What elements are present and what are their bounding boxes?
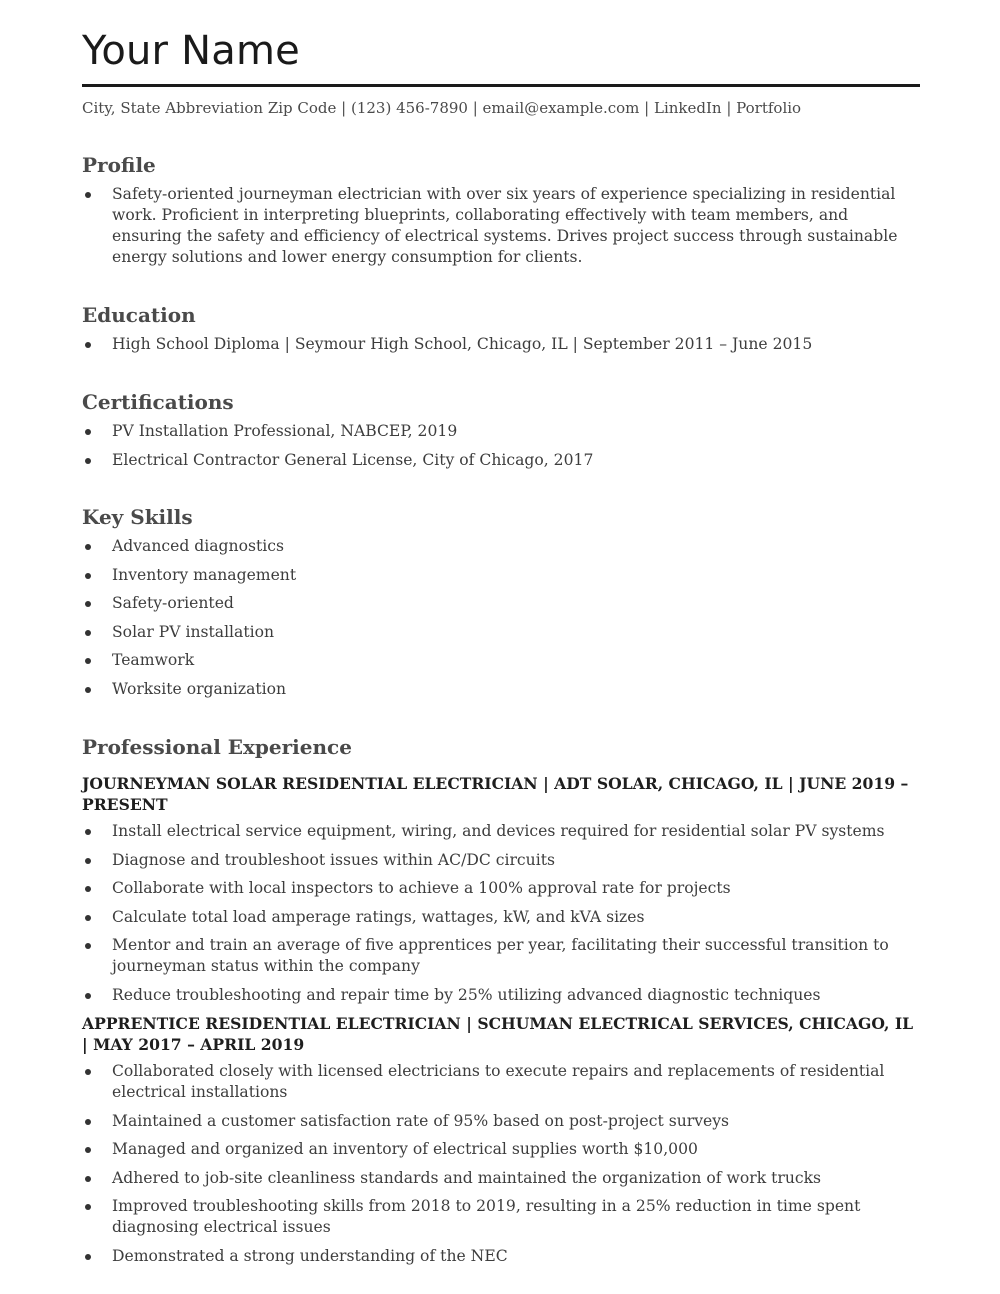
bullet-icon	[85, 1069, 91, 1075]
section-title-experience: Professional Experience	[82, 735, 352, 759]
list-item: Worksite organization	[82, 679, 920, 700]
profile-section	[82, 152, 920, 276]
bullet-icon	[85, 429, 91, 435]
bullet-icon	[85, 886, 91, 892]
bullet-icon	[85, 573, 91, 579]
list-item: Install electrical service equipment, wiring, and devices required for residential solar PV systems	[82, 821, 920, 842]
list-item: Diagnose and troubleshoot issues within AC/DC circuits	[82, 850, 920, 871]
list-item: Mentor and train an average of five apprentices per year, facilitating their successful transition to journeyman status within the company	[82, 935, 920, 977]
job-2-list	[82, 1061, 920, 1267]
bullet-icon	[85, 1176, 91, 1182]
experience-section	[82, 734, 920, 1274]
list-item: Advanced diagnostics	[82, 536, 920, 557]
bullet-icon	[85, 458, 91, 464]
education-list	[82, 334, 920, 355]
profile-list	[82, 184, 920, 268]
list-item: Managed and organized an inventory of electrical supplies worth $10,000	[82, 1139, 920, 1160]
list-item: Inventory management	[82, 565, 920, 586]
job-1-list	[82, 821, 920, 1006]
section-title-certifications: Certifications	[82, 390, 234, 414]
header-divider	[82, 84, 920, 87]
list-item: Improved troubleshooting skills from 2018 to 2019, resulting in a 25% reduction in time spent diagnosing electrical issues	[82, 1196, 920, 1238]
section-title-education: Education	[82, 303, 196, 327]
list-item: Safety-oriented	[82, 593, 920, 614]
bullet-icon	[85, 601, 91, 607]
list-item: PV Installation Professional, NABCEP, 2019	[82, 421, 920, 442]
list-item: Collaborate with local inspectors to achieve a 100% approval rate for projects	[82, 878, 920, 899]
list-item: Electrical Contractor General License, City of Chicago, 2017	[82, 450, 920, 471]
list-item: Maintained a customer satisfaction rate of 95% based on post-project surveys	[82, 1111, 920, 1132]
list-item	[82, 334, 920, 355]
list-item: Reduce troubleshooting and repair time by 25% utilizing advanced diagnostic techniques	[82, 985, 920, 1006]
job-heading-2: APPRENTICE RESIDENTIAL ELECTRICIAN | SCHUMAN ELECTRICAL SERVICES, CHICAGO, IL | MAY 2017 – APRIL 2019	[82, 1014, 914, 1054]
bullet-icon	[85, 993, 91, 999]
certifications-section	[82, 389, 920, 478]
bullet-icon	[85, 342, 91, 348]
bullet-icon	[85, 658, 91, 664]
bullet-icon	[85, 1119, 91, 1125]
skills-section	[82, 504, 920, 707]
certifications-list	[82, 421, 920, 471]
list-item: Solar PV installation	[82, 622, 920, 643]
list-item	[82, 184, 920, 268]
education-section	[82, 302, 920, 363]
bullet-icon	[85, 630, 91, 636]
bullet-icon	[85, 544, 91, 550]
skills-list	[82, 536, 920, 700]
candidate-name: Your Name	[82, 28, 300, 74]
bullet-icon	[85, 687, 91, 693]
education-text: High School Diploma | Seymour High School, Chicago, IL | September 2011 – June 2015	[112, 335, 813, 353]
bullet-icon	[85, 1204, 91, 1210]
bullet-icon	[85, 1147, 91, 1153]
section-title-skills: Key Skills	[82, 505, 193, 529]
bullet-icon	[85, 1254, 91, 1260]
list-item: Teamwork	[82, 650, 920, 671]
job-heading-1: JOURNEYMAN SOLAR RESIDENTIAL ELECTRICIAN | ADT SOLAR, CHICAGO, IL | JUNE 2019 – PRESENT	[82, 774, 909, 814]
section-title-profile: Profile	[82, 153, 156, 177]
profile-text: Safety-oriented journeyman electrician with over six years of experience specializing in residential work. Proficient in interpreting blueprints, collaborating effectively with team members, and ensuring the safety and efficiency of electrical systems. Drives project success through sustainable energy solutions and lower energy consumption for clients.	[112, 185, 898, 266]
bullet-icon	[85, 858, 91, 864]
list-item: Demonstrated a strong understanding of the NEC	[82, 1246, 920, 1267]
list-item: Calculate total load amperage ratings, wattages, kW, and kVA sizes	[82, 907, 920, 928]
list-item: Collaborated closely with licensed electricians to execute repairs and replacements of residential electrical installations	[82, 1061, 920, 1103]
bullet-icon	[85, 915, 91, 921]
bullet-icon	[85, 192, 91, 198]
bullet-icon	[85, 829, 91, 835]
bullet-icon	[85, 943, 91, 949]
contact-line: City, State Abbreviation Zip Code | (123) 456-7890 | email@example.com | LinkedIn | Portfolio	[82, 99, 802, 117]
list-item: Adhered to job-site cleanliness standards and maintained the organization of work trucks	[82, 1168, 920, 1189]
